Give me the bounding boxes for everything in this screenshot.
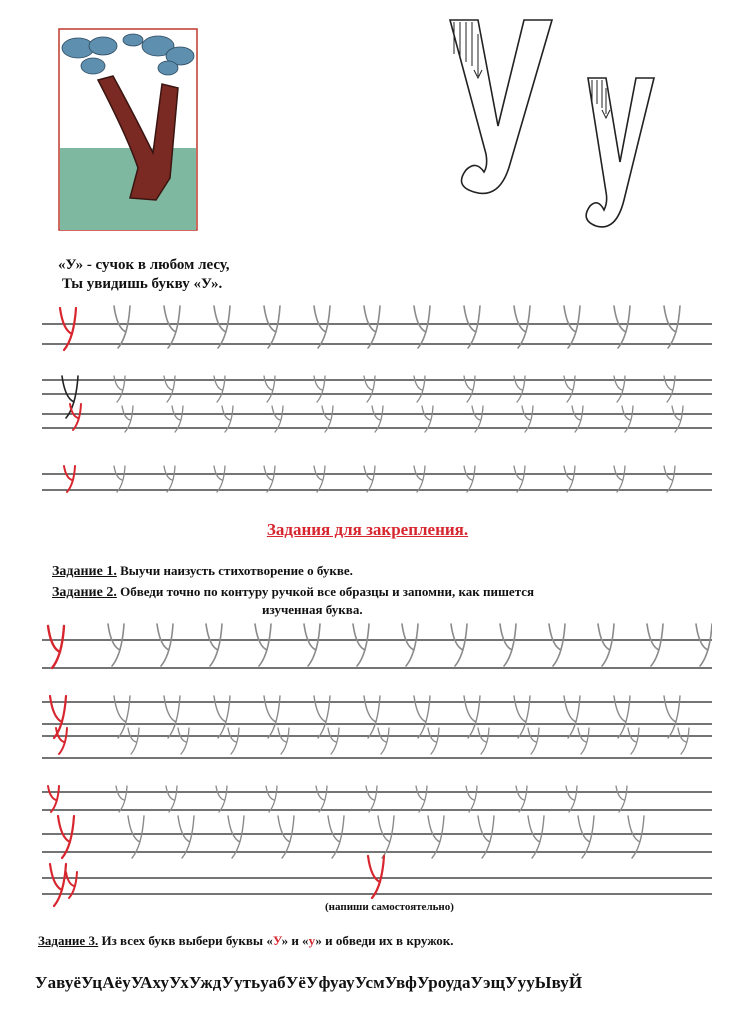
trace-small-u: [364, 466, 375, 492]
trace-letter-u: [696, 624, 712, 666]
outlined-letter-u-icon: [440, 14, 680, 236]
write-yourself-note: (напиши самостоятельно): [325, 901, 454, 913]
letter-string: УавуёУцАёуУАхуУхУждУутьуабУёУфуауУсмУвфУроудаУэщУууЫвуЙ: [35, 973, 583, 992]
task-1-label: Задание 1.: [52, 564, 117, 579]
task-1-text: Выучи наизусть стихотворение о букве.: [116, 563, 353, 578]
trace-letter-u: [108, 624, 124, 666]
task-3-letter-upper: У: [272, 933, 282, 948]
trace-small-u: [164, 466, 175, 492]
task-3-text-c: » и обведи их в кружок.: [315, 933, 454, 948]
trace-small-u: [628, 728, 639, 754]
trace-small-u: [264, 466, 275, 492]
task-2-text: Обведи точно по контуру ручкой все образцы и запомни, как пишется: [116, 584, 535, 599]
trace-small-u: [428, 728, 439, 754]
trace-small-u: [566, 786, 577, 812]
trace-small-u: [216, 786, 227, 812]
trace-small-u: [116, 786, 127, 812]
trace-letter-u: [564, 306, 580, 348]
trace-small-u: [528, 728, 539, 754]
trace-small-u: [278, 728, 289, 754]
trace-letter-u: [164, 306, 180, 348]
trace-small-u: [128, 728, 139, 754]
handwriting-practice-bottom: [42, 616, 712, 916]
trace-letter-u: [664, 306, 680, 348]
trace-small-u: [314, 466, 325, 492]
poem-line-2: Ты увидишь букву «У».: [62, 276, 223, 292]
trace-small-u: [166, 786, 177, 812]
trace-small-u: [678, 728, 689, 754]
trace-letter-u: [402, 624, 418, 666]
task-3-text-a: Из всех букв выбери буквы «: [98, 933, 273, 948]
trace-letter-u: [255, 624, 271, 666]
trace-letter-u: [514, 306, 530, 348]
trace-letter-u: [314, 306, 330, 348]
trace-small-u: [614, 466, 625, 492]
task-3: [38, 933, 454, 949]
trace-small-u: [328, 728, 339, 754]
trace-letter-u: [214, 306, 230, 348]
sample-small-u-red-row3: [64, 466, 75, 492]
trace-small-u: [616, 786, 627, 812]
trace-small-u: [214, 466, 225, 492]
tasks-title: Задания для закрепления.: [266, 520, 469, 539]
trace-small-u: [578, 728, 589, 754]
trace-letter-u: [647, 624, 663, 666]
task-2: [52, 584, 534, 601]
tree-letter-illustration: [58, 28, 198, 231]
trace-letter-u: [614, 306, 630, 348]
trace-small-u: [516, 786, 527, 812]
trace-small-u: [416, 786, 427, 812]
trace-small-u: [466, 786, 477, 812]
trace-letter-u: [364, 306, 380, 348]
task-1: [52, 563, 353, 580]
handwriting-practice-top: [42, 296, 712, 516]
trace-small-u: [366, 786, 377, 812]
trace-letter-u: [304, 624, 320, 666]
sample-letter-u-red-row7: [50, 864, 66, 906]
trace-small-u: [178, 728, 189, 754]
trace-small-u: [378, 728, 389, 754]
trace-letter-u: [464, 306, 480, 348]
task-2-text-cont: изученная буква.: [262, 602, 363, 617]
trace-small-u: [228, 728, 239, 754]
trace-small-u: [564, 466, 575, 492]
sample-letter-u-red: [48, 626, 64, 668]
trace-small-u: [514, 466, 525, 492]
trace-letter-u: [114, 306, 130, 348]
trace-small-u: [478, 728, 489, 754]
task-2-label: Задание 2.: [52, 585, 117, 600]
sample-small-u-red-row5: [56, 728, 67, 754]
sample-small-u-red: [70, 404, 81, 430]
trace-letter-u: [549, 624, 565, 666]
trace-small-u: [414, 466, 425, 492]
poem-line-1: «У» - сучок в любом лесу,: [58, 257, 230, 273]
trace-small-u: [114, 466, 125, 492]
trace-letter-u: [206, 624, 222, 666]
trace-letter-u: [598, 624, 614, 666]
trace-letter-u: [353, 624, 369, 666]
trace-letter-u: [414, 306, 430, 348]
task-3-letter-lower: у: [308, 933, 316, 948]
trace-small-u: [316, 786, 327, 812]
trace-small-u: [664, 466, 675, 492]
trace-small-u: [464, 466, 475, 492]
trace-letter-u: [451, 624, 467, 666]
trace-small-u: [266, 786, 277, 812]
trace-letter-u: [157, 624, 173, 666]
sample-letter-u-red-center: [368, 856, 384, 898]
trace-letter-u: [264, 306, 280, 348]
task-3-text-b: » и «: [281, 933, 309, 948]
sample-small-u-red-row6: [48, 786, 59, 812]
trace-letter-u: [500, 624, 516, 666]
task-3-label: Задание 3.: [38, 933, 99, 948]
sample-letter-u-row2: [62, 376, 78, 418]
